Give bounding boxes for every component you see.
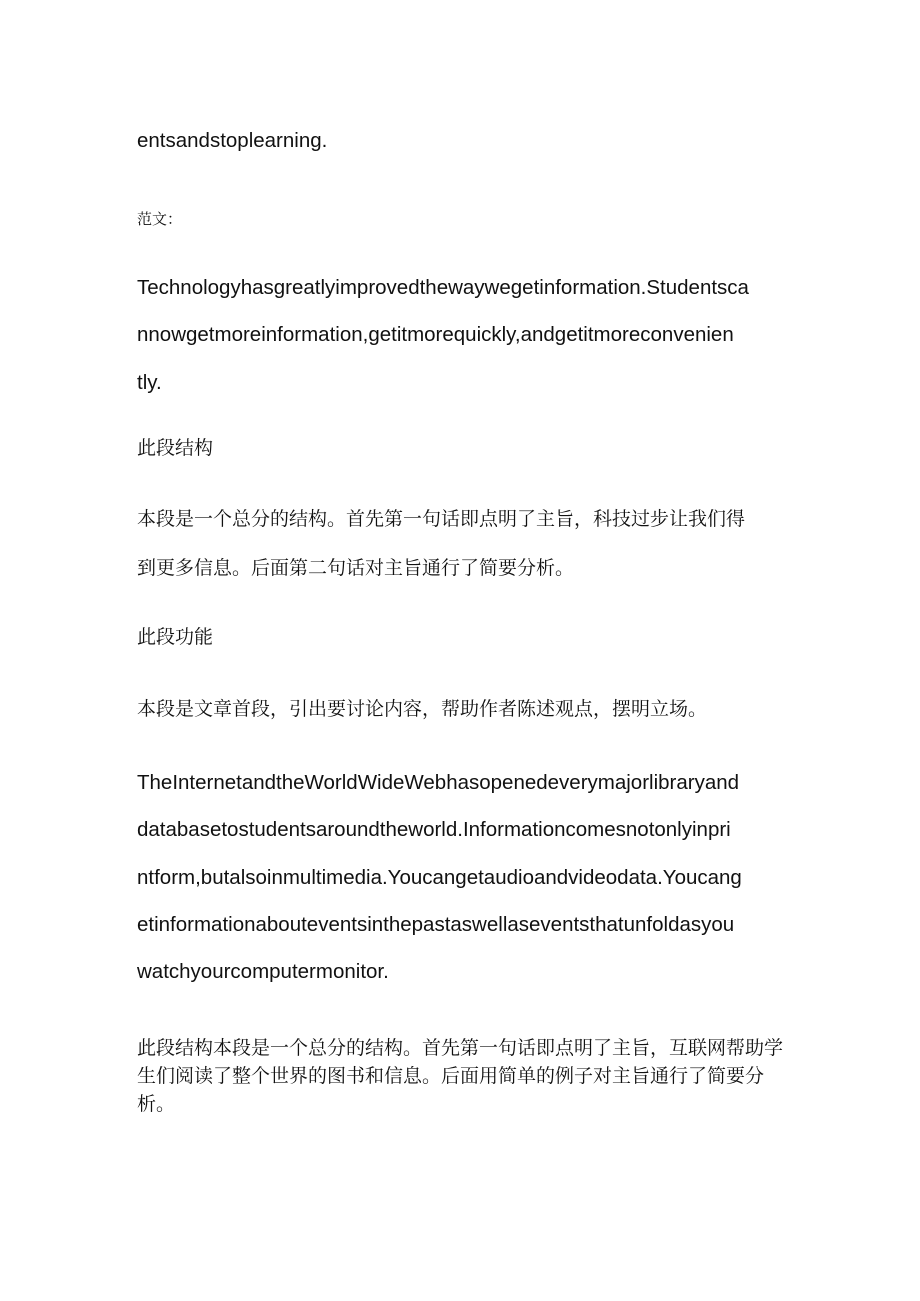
internet-paragraph-line-5: watchyourcomputermonitor.	[137, 960, 389, 983]
continued-text-line: entsandstoplearning.	[137, 129, 328, 152]
internet-paragraph-line-3: ntform,butalsoinmultimedia.Youcangetaudioandvideodata.Youcang	[137, 866, 742, 889]
sample-essay-line-3: tly.	[137, 371, 162, 394]
sample-essay-line-1: Technologyhasgreatlyimprovedthewaywegetinformation.Studentsca	[137, 276, 749, 299]
structure-analysis-line-1: 本段是一个总分的结构。首先第一句话即点明了主旨，科技过步让我们得	[137, 508, 746, 530]
structure-analysis-line-2: 到更多信息。后面第二句话对主旨通行了简要分析。	[137, 557, 575, 579]
paragraph-structure-analysis-2: 此段结构本段是一个总分的结构。首先第一句话即点明了主旨，互联网帮助学生们阅读了整个世界的图书和信息。后面用简单的例子对主旨通行了简要分析。	[137, 1037, 784, 1115]
internet-paragraph-line-1: TheInternetandtheWorldWideWebhasopenedeverymajorlibraryand	[137, 771, 740, 794]
function-analysis-line: 本段是文章首段，引出要讨论内容，帮助作者陈述观点，摆明立场。	[137, 698, 708, 720]
sample-essay-line-2: nnowgetmoreinformation,getitmorequickly,andgetitmoreconvenien	[137, 323, 734, 346]
internet-paragraph-line-4: etinformationabouteventsinthepastaswellaseventsthatunfoldasyou	[137, 913, 735, 936]
paragraph-function-heading: 此段功能	[137, 626, 214, 648]
sample-essay-label: 范文：	[137, 210, 183, 228]
internet-paragraph-line-2: databasetostudentsaroundtheworld.Informationcomesnotonlyinpri	[137, 818, 731, 841]
paragraph-structure-heading-1: 此段结构	[137, 437, 214, 459]
